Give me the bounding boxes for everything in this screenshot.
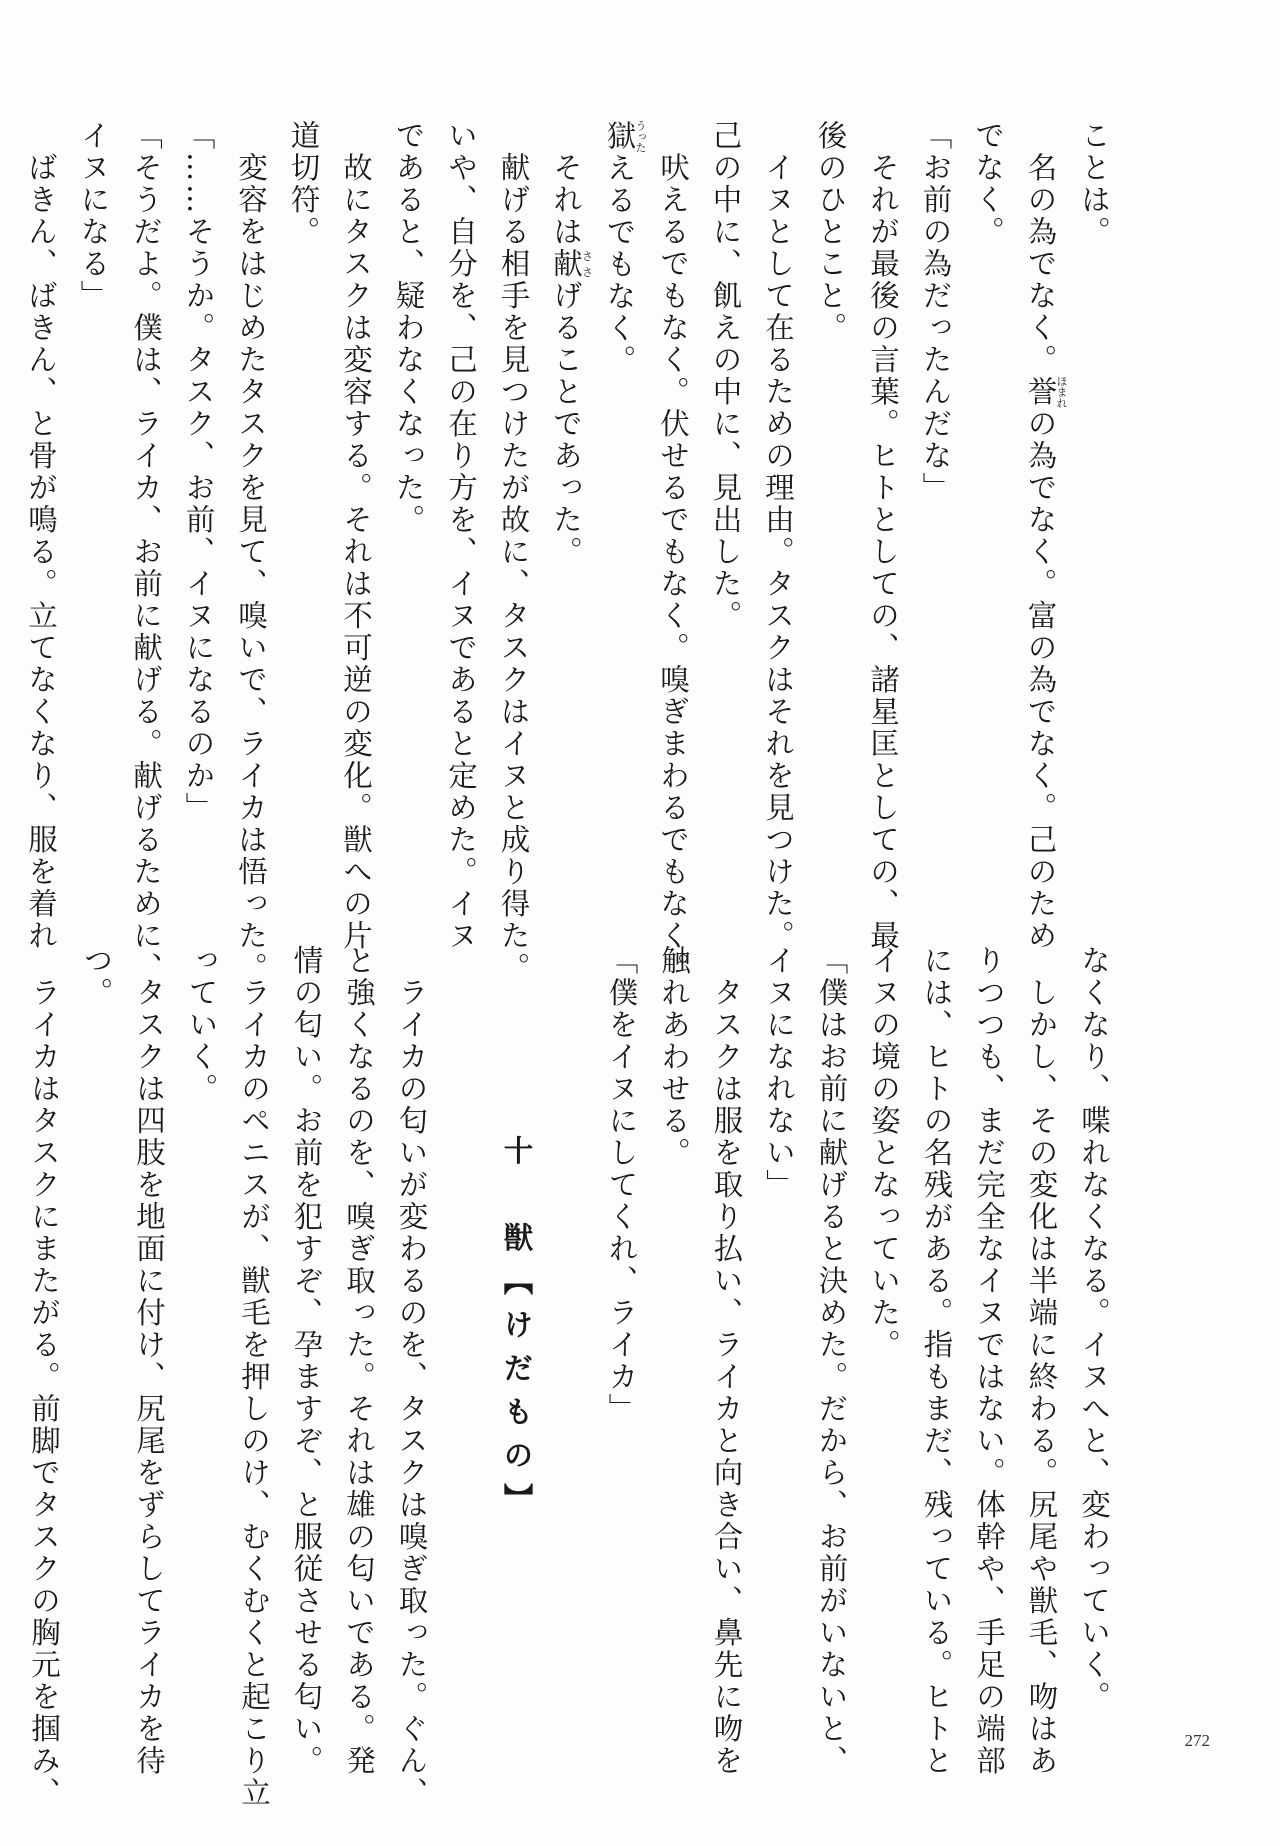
text-line: なくなり、喋れなくなる。イヌへと、変わっていく。 xyxy=(1077,945,1111,1713)
text-line: 触れあわせる。 xyxy=(657,945,691,1169)
text-line: 変容をはじめたタスクを見て、嗅いで、ライカは悟った。 xyxy=(234,120,268,984)
text-line: イヌの境の姿となっていた。 xyxy=(867,945,901,1361)
chapter-heading: 十 獣【けだもの】 xyxy=(499,1135,534,1527)
section-gap xyxy=(543,945,596,1745)
section-gap xyxy=(438,945,491,1745)
text-line: 「僕をイヌにしてくれ、ライカ」 xyxy=(604,945,639,1425)
text-line: ライカの匂いが変わるのを、タスクは嗅ぎ取った。ぐん、 xyxy=(394,945,429,1809)
text-line: 故にタスクは変容する。それは不可逆の変化。獣への片 xyxy=(339,120,373,952)
upper-text-block xyxy=(15,120,1121,984)
text-line: 献げる相手を見つけたが故に、タスクはイヌと成り得た。 xyxy=(496,120,531,984)
ruby-sasa: 献ささ xyxy=(549,248,594,280)
text-line: イヌになる」 xyxy=(76,120,111,312)
text-line: イヌになれない」 xyxy=(762,945,796,1201)
text-line-with-ruby: 獄うったえるでもなく。 xyxy=(602,120,647,377)
text-line: ライカはタスクにまたがる。前脚でタスクの胸元を掴み、 xyxy=(27,945,61,1809)
text-line: しかし、その変化は半端に終わる。尻尾や獣毛、吻はあ xyxy=(1024,945,1059,1777)
text-line: 「……そうか。タスク、お前、イヌになるのか」 xyxy=(181,120,216,824)
text-line: には、ヒトの名残がある。指もまだ、残っている。ヒトと xyxy=(919,945,954,1777)
text-line: ライカのペニスが、獣毛を押しのけ、むくむくと起こり立 xyxy=(237,945,271,1809)
text-line: 「お前の為だったんだな」 xyxy=(918,120,953,504)
ruby-utta: 獄うった xyxy=(602,120,647,153)
text-line: イヌとして在るための理由。タスクはそれを見つけた。 xyxy=(761,120,795,952)
ruby-homare: 誉ほまれ xyxy=(1023,375,1068,409)
text-line-with-ruby: それは献ささげることであった。 xyxy=(549,120,594,568)
text-line: 「僕はお前に献げると決めた。だから、お前がいないと、 xyxy=(814,945,849,1777)
text-line: と強くなるのを、嗅ぎ取った。それは雄の匂いである。発 xyxy=(342,945,376,1777)
text-line: 情の匂い。お前を犯すぞ、孕ますぞ、と服従させる匂い。 xyxy=(289,945,324,1777)
text-line: ばきん、ばきん、と骨が鳴る。立てなくなり、服を着れ xyxy=(24,120,58,952)
text-line: 道切符。 xyxy=(286,120,321,248)
text-line: 吠えるでもなく。伏せるでもなく。嗅ぎまわるでもなく。 xyxy=(656,120,690,984)
text-line: それが最後の言葉。ヒトとしての、諸星匡としての、最 xyxy=(866,120,900,952)
text-line: タスクは四肢を地面に付け、尻尾をずらしてライカを待 xyxy=(132,945,166,1777)
text-line: 「そうだよ。僕は、ライカ、お前に献げる。献げるために、 xyxy=(129,120,163,984)
text-line: タスクは服を取り払い、ライカと向き合い、鼻先に吻を xyxy=(709,945,744,1777)
text-line: ことは。 xyxy=(1077,120,1111,248)
lower-text-block xyxy=(18,945,1121,1809)
text-line: でなく。 xyxy=(971,120,1005,248)
text-line: であると、疑わなくなった。 xyxy=(391,120,426,536)
text-line: 己の中に、飢えの中に、見出した。 xyxy=(708,120,743,632)
text-line: っていく。 xyxy=(184,945,219,1105)
text-line: りつつも、まだ完全なイヌではない。体幹や、手足の端部 xyxy=(972,945,1006,1777)
text-line: つ。 xyxy=(79,945,114,1009)
text-line: 後のひとこと。 xyxy=(813,120,848,344)
page-number: 272 xyxy=(1184,1731,1210,1750)
text-line-with-ruby: 名の為でなく。誉ほまれの為でなく。富の為でなく。己のため xyxy=(1023,120,1068,952)
text-line: いや、自分を、己の在り方を、イヌであると定めた。イヌ xyxy=(444,120,478,952)
